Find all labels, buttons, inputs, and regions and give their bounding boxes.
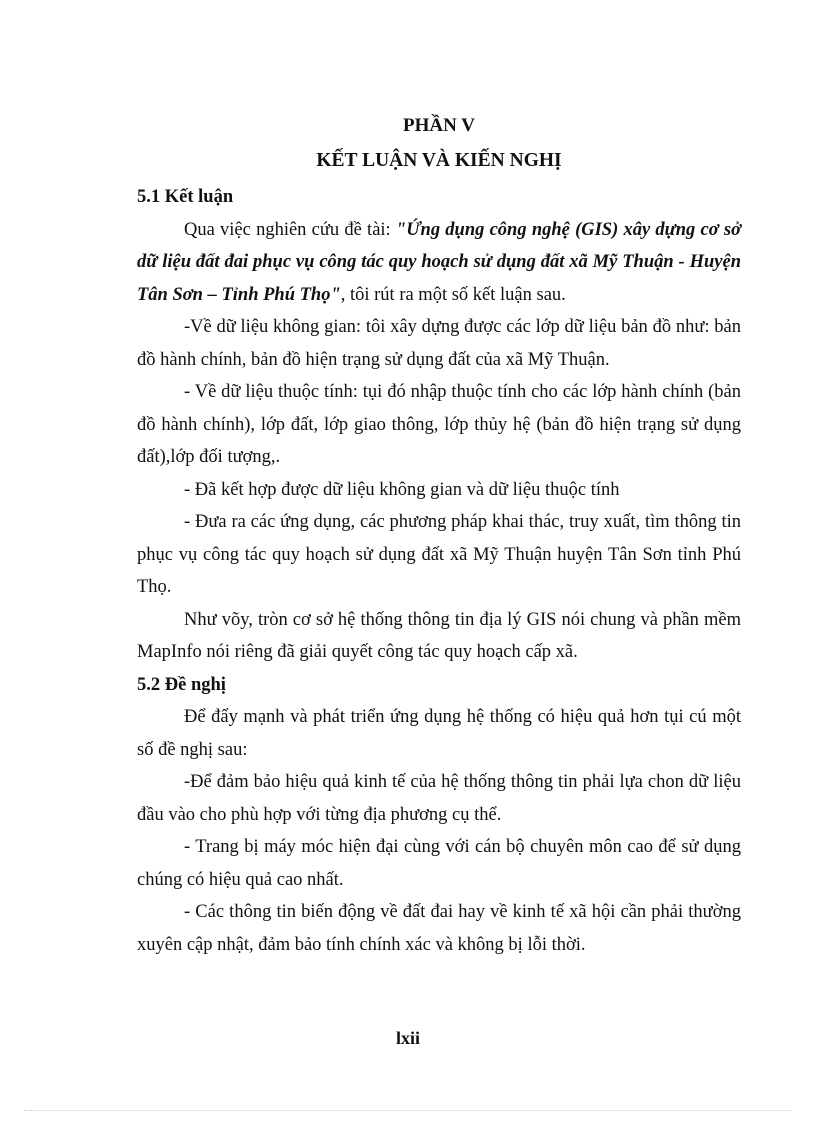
recommendation-paragraph: - Các thông tin biến động về đất đai hay về kinh tế xã hội cần phải thường xuyên cập nhật, đảm bảo tính chính xác và không bị lỗi thời. xyxy=(137,902,741,955)
recommendation-paragraph: -Để đảm bảo hiệu quả kinh tế của hệ thống thông tin phải lựa chon dữ liệu đầu vào cho phù hợp với từng địa phương cụ thể. xyxy=(137,772,741,825)
conclusion-paragraph: - Về dữ liệu thuộc tính: tụi đó nhập thuộc tính cho các lớp hành chính (bản đồ hành chính), lớp đất, lớp giao thông, lớp thủy hệ (bản đồ hiện trạng sử dụng đất),lớp đối tượng,. xyxy=(137,382,741,467)
conclusion-paragraph: - Đưa ra các ứng dụng, các phương pháp khai thác, truy xuất, tìm thông tin phục vụ công tác quy hoạch sử dụng đất xã Mỹ Thuận huyện Tân Sơn tỉnh Phú Thọ. xyxy=(137,512,741,597)
conclusion-paragraph: Như võy, tròn cơ sở hệ thống thông tin địa lý GIS nói chung và phần mềm MapInfo nói riêng đã giải quyết công tác quy hoạch cấp xã. xyxy=(137,609,741,662)
recommendation-paragraph: Để đẩy mạnh và phát triển ứng dụng hệ thống có hiệu quả hơn tụi cú một số đề nghị sau: xyxy=(137,707,741,760)
section-heading-conclusion: 5.1 Kết luận xyxy=(137,187,234,207)
conclusion-paragraph: - Đã kết hợp được dữ liệu không gian và dữ liệu thuộc tính xyxy=(184,479,620,500)
page-bottom-divider xyxy=(24,1110,792,1111)
conclusion-intro-paragraph xyxy=(137,214,741,312)
page-number: lxii xyxy=(395,1028,420,1048)
document-body xyxy=(137,110,741,961)
chapter-title: KẾT LUẬN VÀ KIẾN NGHỊ xyxy=(316,150,562,171)
part-title: PHẦN V xyxy=(403,115,475,136)
intro-suffix: , tôi rút ra một số kết luận sau. xyxy=(340,284,566,305)
conclusion-paragraph: -Về dữ liệu không gian: tôi xây dựng được các lớp dữ liệu bản đồ như: bản đồ hành chính, bản đồ hiện trạng sử dụng đất của xã Mỹ Thuận. xyxy=(137,317,741,370)
intro-prefix: Qua việc nghiên cứu đề tài: xyxy=(184,219,396,240)
thesis-title: "Ứng dụng công nghệ (GIS) xây dựng cơ sở dữ liệu đất đai phục vụ công tác quy hoạch sử dụng đất xã Mỹ Thuận - Huyện Tân Sơn – Tỉnh Phú Thọ" xyxy=(137,219,741,305)
section-heading-recommendation: 5.2 Đề nghị xyxy=(137,674,226,695)
recommendation-paragraph: - Trang bị máy móc hiện đại cùng với cán bộ chuyên môn cao để sử dụng chúng có hiệu quả cao nhất. xyxy=(137,837,741,890)
